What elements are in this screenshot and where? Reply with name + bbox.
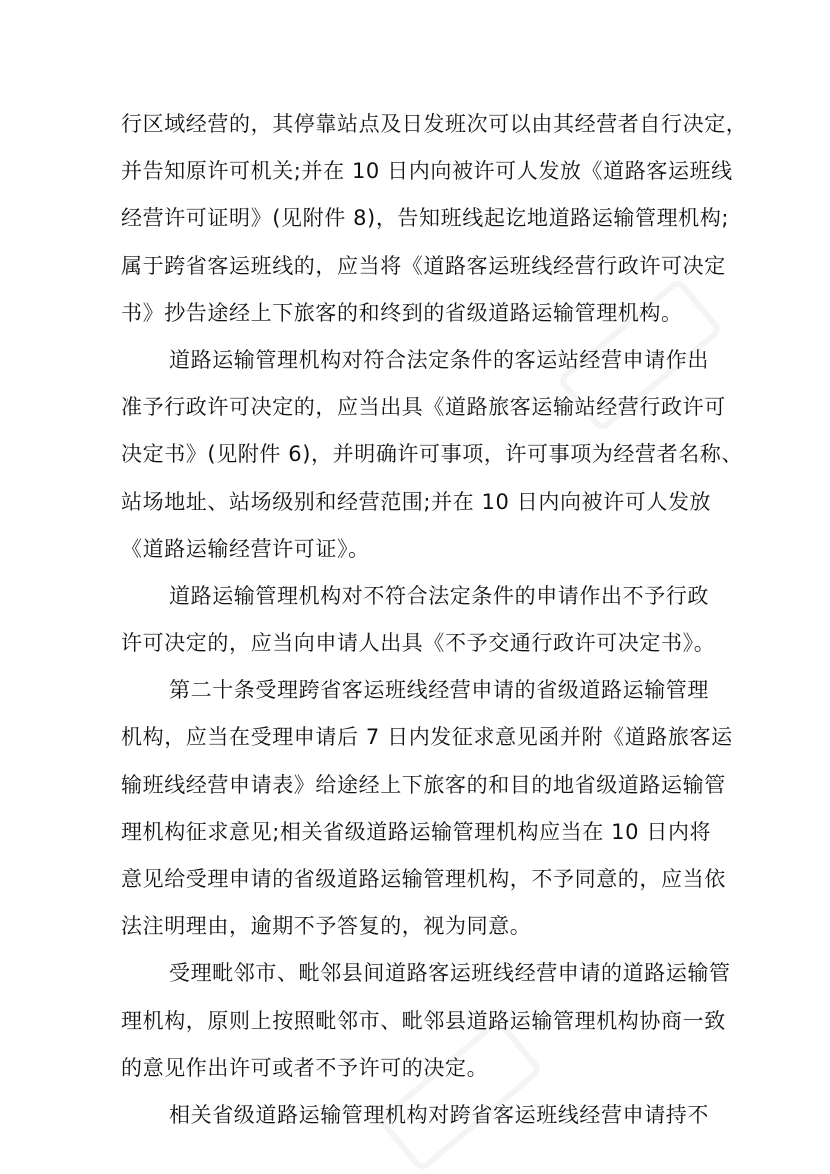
paragraph xyxy=(121,573,717,667)
text-line: 理机构征求意见;相关省级道路运输管理机构应当在 10 日内将 xyxy=(121,819,712,844)
text-line: 道路运输管理机构对符合法定条件的客运站经营申请作出 xyxy=(169,347,709,372)
text-line: 理机构，原则上按照毗邻市、毗邻县道路运输管理机构协商一致 xyxy=(121,1008,726,1033)
text-line: 行区域经营的，其停靠站点及日发班次可以由其经营者自行决定， xyxy=(121,112,748,136)
paragraph xyxy=(121,1092,717,1139)
text-line: 许可决定的，应当向申请人出具《不予交通行政许可决定书》。 xyxy=(121,631,716,656)
document-body xyxy=(121,101,748,1139)
text-line: 并告知原许可机关;并在 10 日内向被许可人发放《道路客运班线 xyxy=(121,159,733,184)
text-line: 机构，应当在受理申请后 7 日内发征求意见函并附《道路旅客运 xyxy=(121,725,733,750)
text-line: 第二十条受理跨省客运班线经营申请的省级道路运输管理 xyxy=(169,678,709,703)
paragraph xyxy=(121,667,733,950)
text-line: 意见给受理申请的省级道路运输管理机构，不予同意的，应当依 xyxy=(121,867,726,891)
text-line: 输班线经营申请表》给途经上下旅客的和目的地省级道路运输管 xyxy=(121,772,726,797)
paragraph xyxy=(121,337,744,573)
text-line: 的意见作出许可或者不予许可的决定。 xyxy=(121,1055,489,1080)
paragraph xyxy=(121,101,748,337)
text-line: 经营许可证明》(见附件 8)，告知班线起讫地道路运输管理机构; xyxy=(121,206,730,231)
text-line: 准予行政许可决定的，应当出具《道路旅客运输站经营行政许可 xyxy=(121,395,726,420)
text-line: 受理毗邻市、毗邻县间道路客运班线经营申请的道路运输管 xyxy=(169,961,731,986)
text-line: 《道路运输经营许可证》。 xyxy=(121,536,370,561)
text-line: 法注明理由，逾期不予答复的，视为同意。 xyxy=(121,914,532,939)
text-line: 属于跨省客运班线的，应当将《道路客运班线经营行政许可决定 xyxy=(121,253,726,278)
text-line: 站场地址、站场级别和经营范围;并在 10 日内向被许可人发放 xyxy=(121,489,712,514)
text-line: 书》抄告途经上下旅客的和终到的省级道路运输管理机构。 xyxy=(121,300,683,325)
paragraph xyxy=(121,950,731,1092)
text-line: 决定书》(见附件 6)，并明确许可事项，许可事项为经营者名称、 xyxy=(121,442,744,467)
text-line: 相关省级道路运输管理机构对跨省客运班线经营申请持不 xyxy=(169,1102,709,1127)
text-line: 道路运输管理机构对不符合法定条件的申请作出不予行政 xyxy=(169,583,709,608)
